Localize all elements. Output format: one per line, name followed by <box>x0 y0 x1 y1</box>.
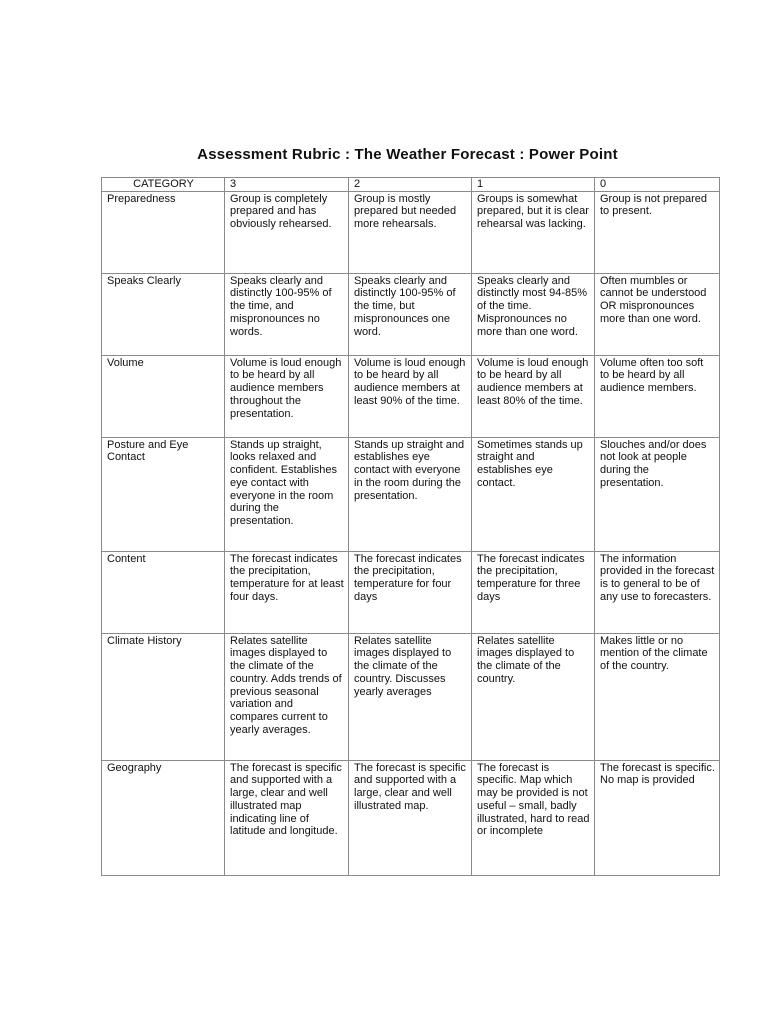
criteria-cell: Volume is loud enough to be heard by all audience members at least 80% of the time. <box>472 355 595 437</box>
criteria-cell: Groups is somewhat prepared, but it is clear rehearsal was lacking. <box>472 191 595 273</box>
criteria-cell: The forecast indicates the precipitation, temperature for at least four days. <box>225 551 349 633</box>
column-header-score-0: 0 <box>595 178 720 192</box>
criteria-cell: Group is mostly prepared but needed more rehearsals. <box>349 191 472 273</box>
table-row-preparedness <box>102 191 720 273</box>
criteria-cell: Relates satellite images displayed to the climate of the country. Adds trends of previous seasonal variation and compares current to yearly averages. <box>225 633 349 760</box>
criteria-cell: The forecast indicates the precipitation, temperature for three days <box>472 551 595 633</box>
criteria-cell: Makes little or no mention of the climate of the country. <box>595 633 720 760</box>
page-title: Assessment Rubric : The Weather Forecast : Power Point <box>197 146 618 163</box>
criteria-cell: The forecast indicates the precipitation, temperature for four days <box>349 551 472 633</box>
category-cell: Volume <box>102 355 225 437</box>
criteria-cell: Slouches and/or does not look at people during the presentation. <box>595 437 720 551</box>
table-row-posture-eye-contact <box>102 437 720 551</box>
table-row-geography <box>102 760 720 875</box>
category-cell: Preparedness <box>102 191 225 273</box>
column-header-score-3: 3 <box>225 178 349 192</box>
category-cell: Posture and Eye Contact <box>102 437 225 551</box>
criteria-cell: Relates satellite images displayed to the climate of the country. <box>472 633 595 760</box>
criteria-cell: Sometimes stands up straight and establishes eye contact. <box>472 437 595 551</box>
criteria-cell: Stands up straight and establishes eye contact with everyone in the room during the presentation. <box>349 437 472 551</box>
category-cell: Geography <box>102 760 225 875</box>
criteria-cell: Volume is loud enough to be heard by all audience members at least 90% of the time. <box>349 355 472 437</box>
table-row-speaks-clearly <box>102 273 720 355</box>
criteria-cell: Stands up straight, looks relaxed and confident. Establishes eye contact with everyone in the room during the presentation. <box>225 437 349 551</box>
column-header-score-2: 2 <box>349 178 472 192</box>
criteria-cell: Group is not prepared to present. <box>595 191 720 273</box>
criteria-cell: Speaks clearly and distinctly 100-95% of the time, but mispronounces one word. <box>349 273 472 355</box>
criteria-cell: Often mumbles or cannot be understood OR mispronounces more than one word. <box>595 273 720 355</box>
criteria-cell: Speaks clearly and distinctly most 94-85% of the time. Mispronounces no more than one word. <box>472 273 595 355</box>
criteria-cell: Speaks clearly and distinctly 100-95% of the time, and mispronounces no words. <box>225 273 349 355</box>
criteria-cell: The information provided in the forecast is to general to be of any use to forecasters. <box>595 551 720 633</box>
category-cell: Climate History <box>102 633 225 760</box>
category-cell: Content <box>102 551 225 633</box>
column-header-category: CATEGORY <box>102 178 225 192</box>
criteria-cell: Group is completely prepared and has obviously rehearsed. <box>225 191 349 273</box>
table-row-climate-history <box>102 633 720 760</box>
criteria-cell: Volume often too soft to be heard by all audience members. <box>595 355 720 437</box>
criteria-cell: The forecast is specific. Map which may be provided is not useful – small, badly illustrated, hard to read or incomplete <box>472 760 595 875</box>
column-header-score-1: 1 <box>472 178 595 192</box>
table-row-content <box>102 551 720 633</box>
table-row-volume <box>102 355 720 437</box>
rubric-table <box>101 177 720 876</box>
criteria-cell: The forecast is specific and supported with a large, clear and well illustrated map. <box>349 760 472 875</box>
criteria-cell: Volume is loud enough to be heard by all audience members throughout the presentation. <box>225 355 349 437</box>
criteria-cell: The forecast is specific. No map is provided <box>595 760 720 875</box>
criteria-cell: The forecast is specific and supported with a large, clear and well illustrated map indicating line of latitude and longitude. <box>225 760 349 875</box>
criteria-cell: Relates satellite images displayed to the climate of the country. Discusses yearly averages <box>349 633 472 760</box>
header-row <box>102 178 720 192</box>
category-cell: Speaks Clearly <box>102 273 225 355</box>
